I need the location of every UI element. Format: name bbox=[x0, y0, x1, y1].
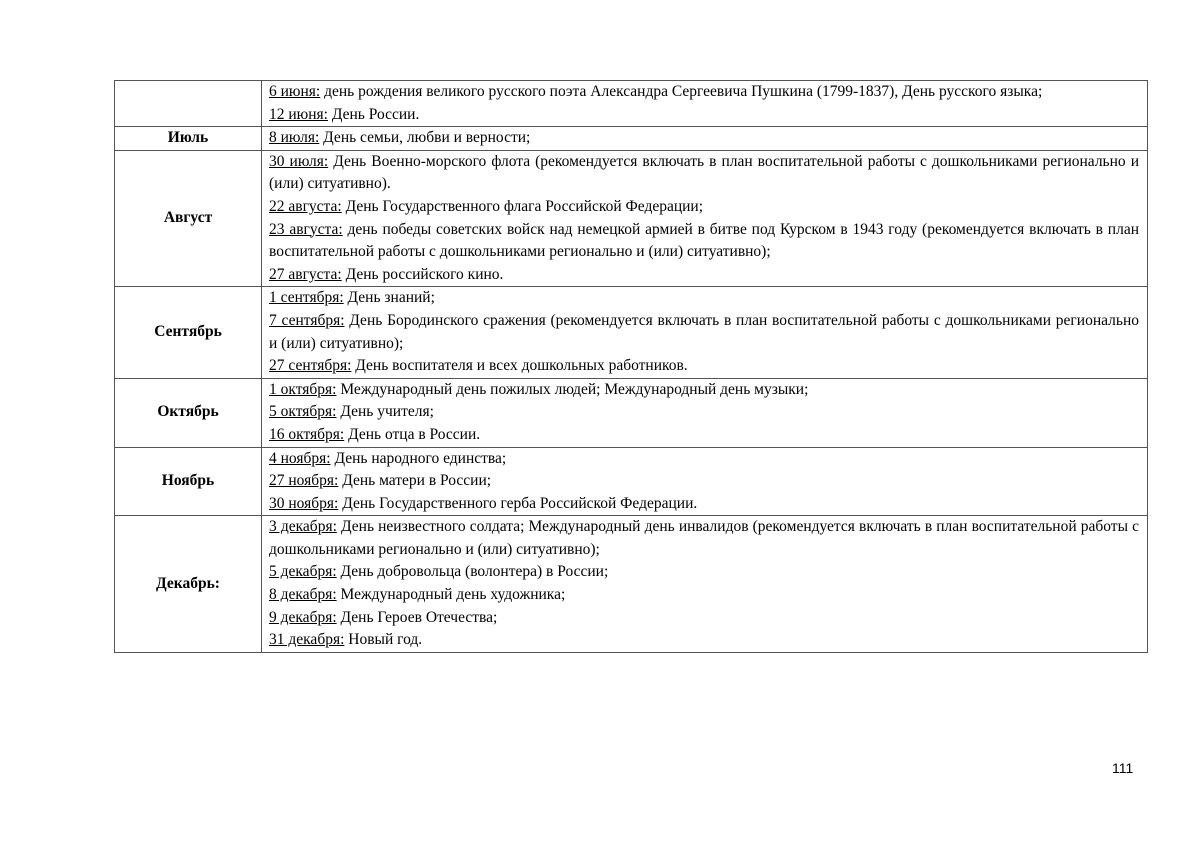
event-text: День воспитателя и всех дошкольных работников. bbox=[351, 357, 688, 375]
event-date: 22 августа: bbox=[269, 197, 342, 215]
event-entry bbox=[269, 516, 1139, 561]
event-date: 7 сентября: bbox=[269, 311, 345, 329]
event-entry bbox=[269, 219, 1139, 264]
table-row-september bbox=[115, 287, 1148, 378]
event-text: День народного единства; bbox=[330, 449, 507, 467]
event-date: 5 декабря: bbox=[269, 563, 337, 581]
event-entry bbox=[269, 401, 1139, 424]
event-entry bbox=[269, 81, 1139, 104]
event-entry bbox=[269, 379, 1139, 402]
event-text: День Государственного герба Российской Федерации. bbox=[338, 494, 698, 512]
event-entry bbox=[269, 629, 1139, 652]
table-row-june bbox=[115, 81, 1148, 127]
event-date: 23 августа: bbox=[269, 220, 343, 238]
event-text: День России. bbox=[327, 105, 420, 123]
event-text: День отца в России. bbox=[344, 425, 481, 443]
events-cell bbox=[262, 516, 1148, 653]
event-date: 31 декабря: bbox=[269, 631, 345, 649]
event-date: 3 декабря: bbox=[269, 518, 337, 536]
event-entry bbox=[269, 424, 1139, 447]
event-text: День матери в России; bbox=[338, 472, 492, 490]
event-entry bbox=[269, 127, 1139, 150]
events-cell bbox=[262, 150, 1148, 287]
event-entry bbox=[269, 607, 1139, 630]
event-date: 27 ноября: bbox=[269, 472, 339, 490]
page-number: 111 bbox=[1112, 760, 1134, 776]
event-date: 8 декабря: bbox=[269, 586, 337, 604]
event-entry bbox=[269, 104, 1139, 127]
event-text: День российского кино. bbox=[341, 265, 504, 283]
event-text: день победы советских войск над немецкой армией в битве под Курском в 1943 году (рекомендуется включать в план воспитательной работы с дошкольниками регионально и (или) ситуативно); bbox=[269, 220, 1139, 261]
event-text: Международный день пожилых людей; Международный день музыки; bbox=[336, 380, 809, 398]
events-cell bbox=[262, 447, 1148, 516]
event-text: День неизвестного солдата; Международный день инвалидов (рекомендуется включать в план воспитательной работы с дошкольниками регионально и (или) ситуативно); bbox=[269, 518, 1139, 558]
event-date: 9 декабря: bbox=[269, 608, 337, 626]
event-text: День учителя; bbox=[336, 403, 434, 421]
event-date: 30 ноября: bbox=[269, 494, 339, 512]
month-cell: Июль bbox=[115, 127, 262, 151]
event-date: 1 октября: bbox=[269, 380, 337, 398]
table-row-november bbox=[115, 447, 1148, 516]
event-text: День Героев Отечества; bbox=[336, 608, 498, 626]
event-date: 27 сентября: bbox=[269, 357, 352, 375]
events-cell bbox=[262, 81, 1148, 127]
event-entry bbox=[269, 287, 1139, 310]
event-text: День семьи, любви и верности; bbox=[319, 129, 531, 147]
event-date: 8 июля: bbox=[269, 129, 320, 147]
event-date: 5 октября: bbox=[269, 403, 337, 421]
events-cell bbox=[262, 378, 1148, 447]
event-entry bbox=[269, 493, 1139, 516]
table-row-july bbox=[115, 127, 1148, 151]
month-cell: Август bbox=[115, 150, 262, 287]
event-date: 4 ноября: bbox=[269, 449, 331, 467]
events-cell bbox=[262, 287, 1148, 378]
event-entry bbox=[269, 448, 1139, 471]
holiday-calendar-table bbox=[114, 80, 1148, 653]
event-text: Международный день художника; bbox=[336, 586, 566, 604]
event-entry bbox=[269, 355, 1139, 378]
event-date: 30 июля: bbox=[269, 152, 329, 170]
event-entry bbox=[269, 264, 1139, 287]
event-entry bbox=[269, 151, 1139, 196]
month-cell bbox=[115, 81, 262, 127]
month-cell: Ноябрь bbox=[115, 447, 262, 516]
event-text: День Бородинского сражения (рекомендуется включать в план воспитательной работы с дошкольниками регионально и (или) ситуативно); bbox=[269, 311, 1139, 352]
event-date: 1 сентября: bbox=[269, 289, 344, 307]
events-cell bbox=[262, 127, 1148, 151]
event-text: Новый год. bbox=[344, 631, 423, 649]
table-row-december bbox=[115, 516, 1148, 653]
event-date: 27 августа: bbox=[269, 265, 342, 283]
event-text: день рождения великого русского поэта Александра Сергеевича Пушкина (1799-1837), День русского языка; bbox=[320, 83, 1043, 100]
event-text: День знаний; bbox=[343, 289, 435, 307]
month-cell: Декабрь: bbox=[115, 516, 262, 653]
table-row-august bbox=[115, 150, 1148, 287]
event-entry bbox=[269, 310, 1139, 355]
event-text: День Государственного флага Российской Федерации; bbox=[341, 197, 704, 215]
month-cell: Сентябрь bbox=[115, 287, 262, 378]
month-cell: Октябрь bbox=[115, 378, 262, 447]
event-entry bbox=[269, 470, 1139, 493]
event-entry bbox=[269, 196, 1139, 219]
event-entry bbox=[269, 561, 1139, 584]
table-row-october bbox=[115, 378, 1148, 447]
event-text: День Военно-морского флота (рекомендуется включать в план воспитательной работы с дошкольниками регионально и (или) ситуативно). bbox=[269, 152, 1139, 193]
event-text: День добровольца (волонтера) в России; bbox=[336, 563, 609, 581]
event-date: 6 июня: bbox=[269, 83, 321, 100]
event-date: 16 октября: bbox=[269, 425, 345, 443]
event-date: 12 июня: bbox=[269, 105, 328, 123]
event-entry bbox=[269, 584, 1139, 607]
